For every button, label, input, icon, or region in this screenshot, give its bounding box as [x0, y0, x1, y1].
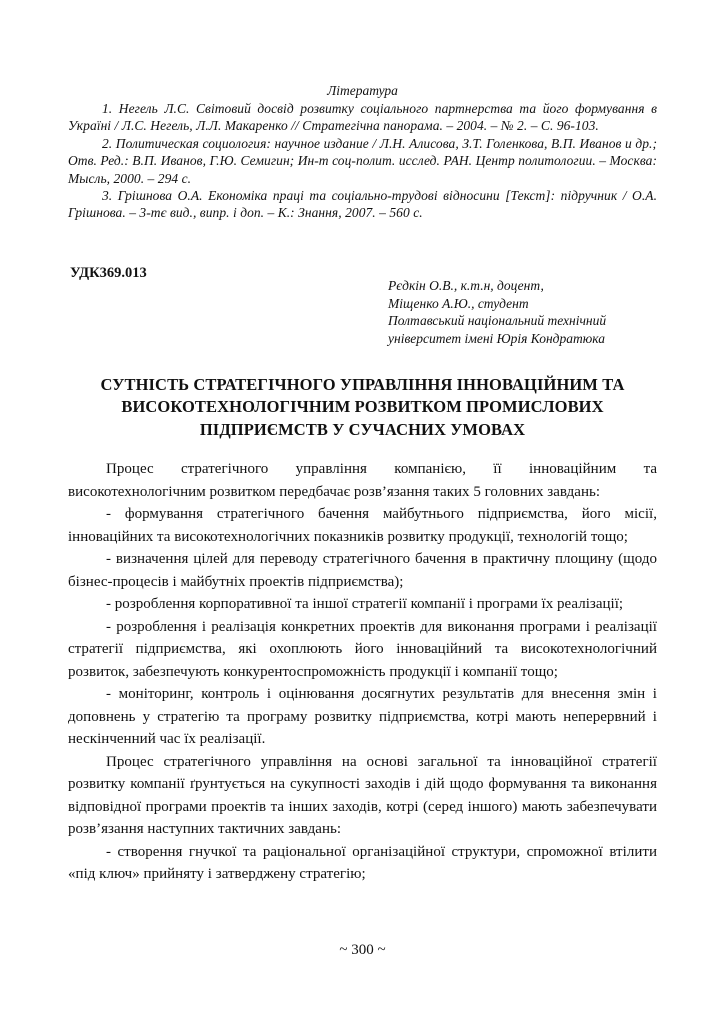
body-paragraph: - формування стратегічного бачення майбутнього підприємства, його місії, інноваційних та високотехнологічних показників розвитку продукції, технологій тощо;	[68, 506, 657, 545]
reference-item: 3. Грішнова О.А. Економіка праці та соціально-трудові відносини [Текст]: підручник / О.А. Грішнова. – 3-тє вид., випр. і доп. – К.: Знання, 2007. – 560 с.	[68, 188, 657, 221]
reference-item: 2. Политическая социология: научное издание / Л.Н. Алисова, З.Т. Голенкова, В.П. Иванов и др.; Отв. Ред.: В.П. Иванов, Г.Ю. Семигин; Ин-т соц-полит. исслед. РАН. Центр политологии. – Москва: Мысль, 2000. – 294 с.	[68, 135, 657, 186]
body-paragraph: Процес стратегічного управління компанією, її інноваційним та високотехнологічним розвитком передбачає розв’язання таких 5 головних завдань:	[68, 461, 657, 500]
author-block	[388, 277, 663, 347]
affiliation-line: Полтавський національний технічний	[388, 313, 607, 329]
body-paragraph: - розроблення корпоративної та іншої стратегії компанії і програми їх реалізації;	[106, 596, 624, 612]
author-line: Рєдкін О.В., к.т.н, доцент,	[388, 278, 544, 293]
body-paragraph: - створення гнучкої та раціональної організаційної структури, спроможної втілити «під ключ» прийняту і затверджену стратегію;	[68, 843, 657, 882]
author-line: Міщенко А.Ю., студент	[388, 295, 529, 311]
article-title: СУТНІСТЬ СТРАТЕГІЧНОГО УПРАВЛІННЯ ІННОВАЦІЙНИМ ТА ВИСОКОТЕХНОЛОГІЧНИМ РОЗВИТКОМ ПРОМИСЛОВИХ ПІДПРИЄМСТВ У СУЧАСНИХ УМОВАХ	[100, 375, 625, 439]
body-paragraph: Процес стратегічного управління на основі загальної та інноваційної стратегії розвитку компанії ґрунтується на сукупності заходів і дій щодо формування та виконання відповідної програми проектів та інших заходів, котрі (серед іншого) мають забезпечувати розв’язання наступних тактичних завдань:	[68, 753, 657, 837]
affiliation-line: університет імені Юрія Кондратюка	[388, 330, 605, 346]
page-number: ~ 300 ~	[339, 942, 386, 958]
article-body	[68, 458, 657, 886]
body-paragraph: - розроблення і реалізація конкретних проектів для виконання програми і реалізації стратегії підприємства, які охоплюють його інноваційний та високотехнологічний розвиток, забезпечують конкурентоспроможність продукції і компанії тощо;	[68, 618, 657, 680]
body-paragraph: - визначення цілей для переводу стратегічного бачення в практичну площину (щодо бізнес-процесів і майбутніх проектів підприємства);	[68, 551, 657, 590]
body-paragraph: - моніторинг, контроль і оцінювання досягнутих результатів для внесення змін і доповнень у стратегію та програму розвитку підприємства, котрі мають неперервний і нескінченний час їх реалізації.	[68, 686, 657, 747]
udk-code: УДК369.013	[70, 265, 147, 281]
references-heading: Література	[327, 83, 398, 98]
reference-item: 1. Негель Л.С. Світовий досвід розвитку соціального партнерства та його формування в Україні / Л.С. Негель, Л.Л. Макаренко // Стратегічна панорама. – 2004. – № 2. – С. 96-103.	[68, 101, 657, 134]
references-section	[68, 82, 657, 222]
